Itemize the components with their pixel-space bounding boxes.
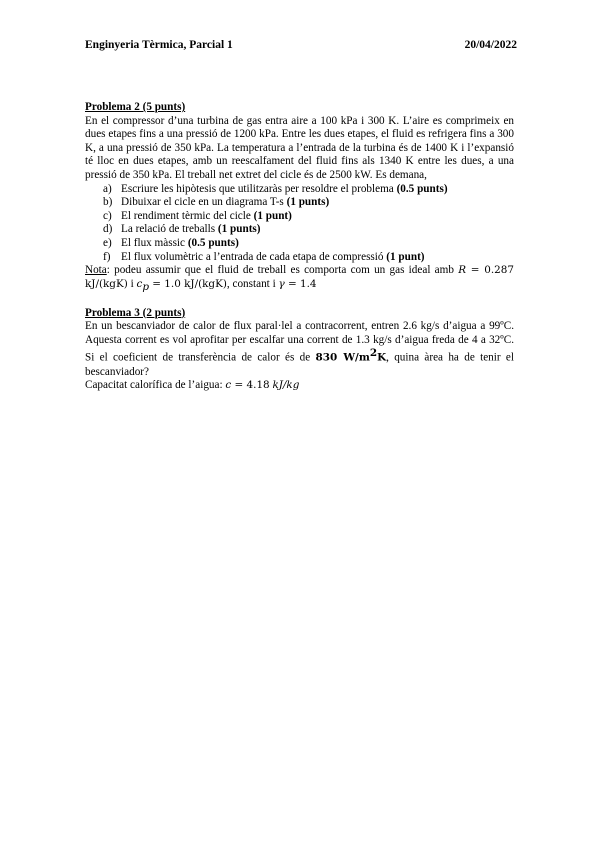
spacer [85,295,514,307]
question-item [103,210,514,224]
note-text: i [127,277,137,290]
heat-transfer-coefficient: 830 W/m [315,352,370,365]
item-points: (1 punt) [386,250,425,263]
question-item [103,223,514,237]
problem-3-statement [85,320,514,379]
item-points: (1 punts) [286,196,330,209]
problem-2-title: Problema 2 (5 punts) [85,101,186,113]
problem-2-statement: En el compressor d’una turbina de gas entra aire a 100 kPa i 300 K. L’aire es comprimeix en dues etapes fins a una pressió de 1200 kPa. Entre les dues etapes, el fluid es refrigera fins a 300 K, a una pressió de 350 kPa. La temperatura a l’entrada de la turbina és de 1400 K i l’expansió té lloc en dues etapes, amb un reescalfament del fluid fins als 1340 K entre les dues, a una pressió de 350 kPa. El treball net extret del cicle és de 2500 kW. Es demana, [85,114,514,181]
item-marker: c) [103,209,112,222]
item-text: La relació de treballs [121,223,218,236]
exam-date: 20/04/2022 [464,39,517,51]
item-text: Dibuixar el cicle en un diagrama T-s [121,196,287,209]
heat-capacity-symbol: c [225,379,232,392]
gamma-symbol: γ [278,277,285,290]
equals-sign: = [231,379,247,392]
equals-sign: = [284,277,301,290]
problem-2-questions [85,183,514,265]
item-marker: e) [103,236,112,249]
item-text: El rendiment tèrmic del cicle [121,209,254,222]
item-text: Escriure les hipòtesis que utilitzaràs per resoldre el problema [121,182,397,195]
item-marker: f) [103,250,111,263]
page-header [85,39,517,55]
heat-capacity-unit: kJ/kg [272,379,300,392]
page-content [85,101,514,393]
statement-text: En un bescanviador de calor de flux paral·lel a contracorrent, entren 2.6 kg/s d’aigua a 99ºC. Aquesta corrent es vol aprofitar per escalfar una corrent de 1.3 kg/s d’aigua freda de 4 a 32ºC. Si el coeficient de transferència de calor és de [85,320,514,365]
item-text: El flux volumètric a l’entrada de cada etapa de compressió [121,250,387,263]
cp-value: 1.0 kJ/(kgK) [164,277,227,290]
question-item [103,237,514,251]
cp-subscript: p [142,280,149,293]
item-points: (1 punt) [253,209,292,222]
unit-exponent: 2 [369,347,378,360]
question-item [103,196,514,210]
course-title: Enginyeria Tèrmica, Parcial 1 [85,39,233,51]
note-text: : podeu assumir que el fluid de treball es comporta com un gas ideal amb [106,264,459,277]
note-label: Nota [85,264,107,277]
heat-capacity-label: Capacitat calorífica de l’aigua: [85,379,226,392]
heat-capacity-value: 4.18 [246,379,270,392]
item-marker: b) [103,196,113,209]
problem-3-title: Problema 3 (2 punts) [85,306,186,319]
gas-constant-value: 0.287 kJ/(kgK) [85,264,515,290]
question-item [103,251,514,265]
gamma-value: 1.4 [300,277,317,290]
item-points: (1 punts) [217,223,261,236]
item-marker: d) [103,223,113,236]
statement-text: , quina àrea ha de tenir el bescanviador? [85,352,515,378]
equals-sign: = [148,277,165,290]
item-points: (0.5 punts) [396,182,448,195]
item-marker: a) [103,182,112,195]
gas-constant-symbol: R [458,264,467,277]
unit-tail: K [377,352,387,365]
heat-capacity-line [85,379,514,393]
item-text: El flux màssic [121,236,188,249]
item-points: (0.5 punts) [187,236,239,249]
equals-sign: = [466,264,485,277]
cp-symbol: c [136,277,143,290]
note-text: , constant i [226,277,279,290]
problem-2-note [85,264,514,294]
question-item [103,183,514,197]
